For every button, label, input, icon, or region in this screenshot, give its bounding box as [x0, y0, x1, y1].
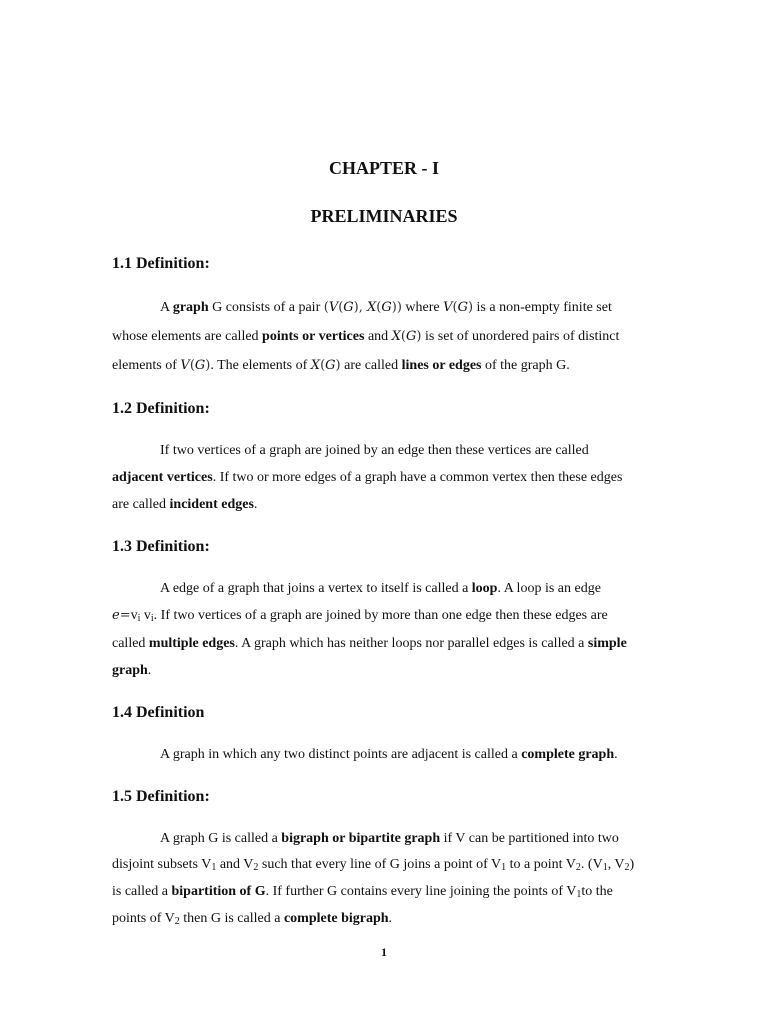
text-segment: ): [335, 358, 341, 373]
bold-term: simple: [587, 636, 627, 651]
bold-term: graph: [112, 663, 148, 678]
bold-term: loop: [471, 581, 498, 596]
math-symbol: X: [391, 329, 401, 344]
definition-heading: 1.1 Definition:: [112, 255, 210, 272]
text-segment: points of V: [112, 911, 175, 926]
text-segment: to a point V: [506, 857, 576, 872]
text-segment: are called: [340, 358, 402, 373]
text-segment: (: [338, 300, 344, 315]
text-segment: elements of: [112, 358, 181, 373]
text-segment: (: [323, 300, 329, 315]
text-segment: A edge of a graph that joins a vertex to itself is called a: [160, 581, 472, 596]
text-segment: (: [320, 358, 326, 373]
text-line: [112, 636, 627, 652]
text-segment: is called a: [112, 884, 172, 899]
text-segment: A graph in which any two distinct points are adjacent is called a: [160, 747, 522, 762]
math-symbol: G: [194, 358, 206, 373]
text-segment: ): [629, 857, 635, 872]
text-segment: (: [452, 300, 458, 315]
text-line: [112, 663, 151, 679]
section-title: PRELIMINARIES: [310, 206, 458, 226]
subscript: i: [150, 613, 154, 624]
text-segment: v: [130, 608, 138, 623]
text-line: [160, 831, 619, 847]
text-segment: v: [140, 608, 151, 623]
text-segment: of the graph G.: [481, 358, 570, 373]
math-symbol: V: [328, 300, 339, 315]
text-segment: ),: [353, 300, 368, 315]
text-segment: , V: [607, 857, 625, 872]
text-segment: is set of unordered pairs of distinct: [421, 329, 620, 344]
text-segment: .: [253, 497, 258, 512]
text-segment: )): [391, 300, 402, 315]
text-segment: . The elements of: [210, 358, 311, 373]
text-line: [112, 358, 570, 374]
subscript: 1: [211, 862, 217, 873]
subscript: 1: [501, 862, 507, 873]
text-line: [112, 857, 634, 873]
definition-heading: 1.3 Definition:: [112, 538, 210, 555]
bold-term: bigraph or bipartite graph: [281, 831, 441, 846]
bold-term: adjacent vertices: [112, 470, 213, 485]
bold-term: complete graph: [521, 747, 615, 762]
text-segment: . If further G contains every line joining the points of V: [265, 884, 577, 899]
text-segment: called: [112, 636, 149, 651]
math-symbol: G: [457, 300, 468, 315]
text-line: [112, 911, 392, 927]
text-segment: (: [400, 329, 406, 344]
text-segment: (: [376, 300, 382, 315]
text-segment: where: [401, 300, 444, 315]
page-number: 1: [381, 945, 387, 959]
text-line: [112, 608, 608, 624]
text-segment: such that every line of G joins a point of V: [258, 857, 502, 872]
math-symbol: G: [406, 329, 417, 344]
math-symbol: G: [381, 300, 392, 315]
math-symbol: X: [367, 300, 377, 315]
math-symbol: V: [180, 358, 190, 373]
text-segment: =: [119, 608, 131, 623]
text-segment: disjoint subsets V: [112, 857, 212, 872]
text-line: [160, 747, 618, 763]
subscript: 2: [624, 862, 630, 873]
math-symbol: e: [112, 608, 120, 623]
text-segment: If two vertices of a graph are joined by an edge then these vertices are called: [160, 443, 589, 458]
text-segment: .: [388, 911, 393, 926]
text-line: [112, 497, 257, 513]
subscript: i: [137, 613, 141, 624]
text-line: [112, 884, 613, 900]
text-segment: . (V: [580, 857, 603, 872]
text-segment: ): [205, 358, 211, 373]
subscript: 2: [174, 916, 180, 927]
text-segment: G consists of a pair: [208, 300, 324, 315]
text-segment: (: [189, 358, 195, 373]
text-segment: to the: [581, 884, 613, 899]
text-segment: . If two or more edges of a graph have a common vertex then these edges: [212, 470, 623, 485]
math-symbol: V: [443, 300, 453, 315]
text-segment: ): [416, 329, 422, 344]
text-segment: A: [160, 300, 173, 315]
text-segment: .: [147, 663, 152, 678]
definition-heading: 1.2 Definition:: [112, 400, 210, 417]
text-segment: . A graph which has neither loops nor parallel edges is called a: [234, 636, 588, 651]
text-segment: . If two vertices of a graph are joined by more than one edge then these edges are: [153, 608, 608, 623]
math-symbol: X: [310, 358, 321, 373]
text-line: [160, 443, 589, 459]
text-line: [160, 581, 601, 597]
text-segment: are called: [112, 497, 170, 512]
bold-term: points or vertices: [262, 329, 365, 344]
bold-term: graph: [172, 300, 209, 315]
definition-heading: 1.5 Definition:: [112, 788, 210, 805]
text-segment: and: [364, 329, 392, 344]
subscript: 1: [602, 862, 608, 873]
definition-heading: 1.4 Definition: [112, 704, 205, 721]
text-line: [112, 329, 619, 345]
text-segment: A graph G is called a: [160, 831, 282, 846]
text-segment: whose elements are called: [112, 329, 263, 344]
subscript: 2: [253, 862, 259, 873]
bold-term: lines or edges: [401, 358, 482, 373]
text-segment: is a non-empty finite set: [473, 300, 612, 315]
text-segment: . A loop is an edge: [497, 581, 601, 596]
text-segment: and V: [216, 857, 254, 872]
math-symbol: G: [325, 358, 336, 373]
bold-term: incident edges: [169, 497, 254, 512]
text-line: [160, 300, 612, 316]
text-line: [112, 470, 622, 486]
text-segment: .: [614, 747, 618, 762]
bold-term: complete bigraph: [283, 911, 389, 926]
math-symbol: G: [343, 300, 354, 315]
text-segment: if V can be partitioned into two: [440, 831, 619, 846]
subscript: 1: [576, 889, 582, 900]
text-segment: ): [467, 300, 474, 315]
text-segment: then G is called a: [179, 911, 284, 926]
bold-term: multiple edges: [148, 636, 235, 651]
chapter-title: CHAPTER - I: [328, 158, 439, 178]
bold-term: bipartition of G: [171, 884, 266, 899]
subscript: 2: [575, 862, 581, 873]
